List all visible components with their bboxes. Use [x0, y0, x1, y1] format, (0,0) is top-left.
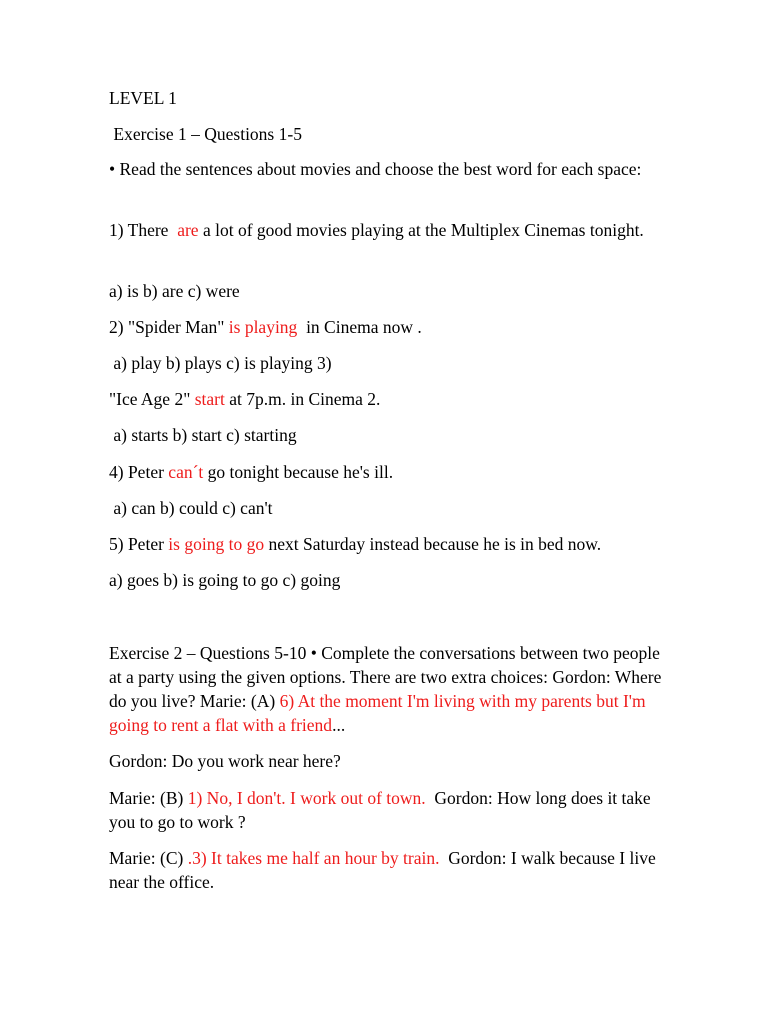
- question-2: [109, 315, 669, 339]
- dialogue-text: Gordon: How long does it take you to go to work ?: [109, 788, 656, 832]
- question-text: next Saturday instead because he is in bed now.: [264, 534, 602, 554]
- question-1-options: a) is b) are c) were: [109, 281, 240, 301]
- question-text: 2) "Spider Man": [109, 317, 229, 337]
- question-text: 5) Peter: [109, 534, 169, 554]
- question-5-options: a) goes b) is going to go c) going: [109, 570, 341, 590]
- dialogue-marie-c: [109, 846, 669, 894]
- question-text: at 7p.m. in Cinema 2.: [224, 389, 381, 409]
- dialogue-gordon-work: Gordon: Do you work near here?: [109, 751, 341, 771]
- answer-text: is playing: [228, 317, 298, 337]
- question-text: 1) There: [109, 220, 178, 240]
- question-text: Exercise 2 – Questions 5-10 • Complete the conversations between two people at a party using the given options. There are two extra choices: Gordon: Where do you live? Marie: (A): [109, 643, 666, 711]
- question-2-options: a) play b) plays c) is playing 3): [109, 353, 332, 373]
- dialogue-text: Marie: (B): [109, 788, 188, 808]
- question-5: [109, 532, 669, 556]
- question-text: "Ice Age 2": [109, 389, 195, 409]
- question-text: a lot of good movies playing at the Multiplex Cinemas tonight.: [198, 220, 644, 240]
- answer-text: 6) At the moment I'm living with my parents but I'm going to rent a flat with a friend: [109, 691, 650, 735]
- exercise1-instruction: • Read the sentences about movies and choose the best word for each space:: [109, 159, 642, 179]
- question-4-options: a) can b) could c) can't: [109, 498, 273, 518]
- question-text: ...: [332, 715, 346, 735]
- answer-text: is going to go: [168, 534, 265, 554]
- question-4: [109, 460, 669, 484]
- answer-text: .3) It takes me half an hour by train.: [187, 848, 440, 868]
- question-text: in Cinema now .: [297, 317, 422, 337]
- answer-text: 1) No, I don't. I work out of town.: [187, 788, 426, 808]
- answer-text: are: [177, 220, 199, 240]
- answer-text: can´t: [168, 462, 204, 482]
- exercise1-heading: Exercise 1 – Questions 1-5: [109, 124, 302, 144]
- question-3: [109, 387, 669, 411]
- exercise2-intro: [109, 641, 669, 737]
- question-text: go tonight because he's ill.: [203, 462, 394, 482]
- question-text: 4) Peter: [109, 462, 169, 482]
- answer-text: start: [194, 389, 225, 409]
- question-1: [109, 218, 669, 242]
- dialogue-marie-b: [109, 786, 669, 834]
- dialogue-text: Gordon: I walk because I live near the office.: [109, 848, 661, 892]
- dialogue-text: Marie: (C): [109, 848, 188, 868]
- level-title: LEVEL 1: [109, 88, 177, 108]
- question-3-options: a) starts b) start c) starting: [109, 425, 297, 445]
